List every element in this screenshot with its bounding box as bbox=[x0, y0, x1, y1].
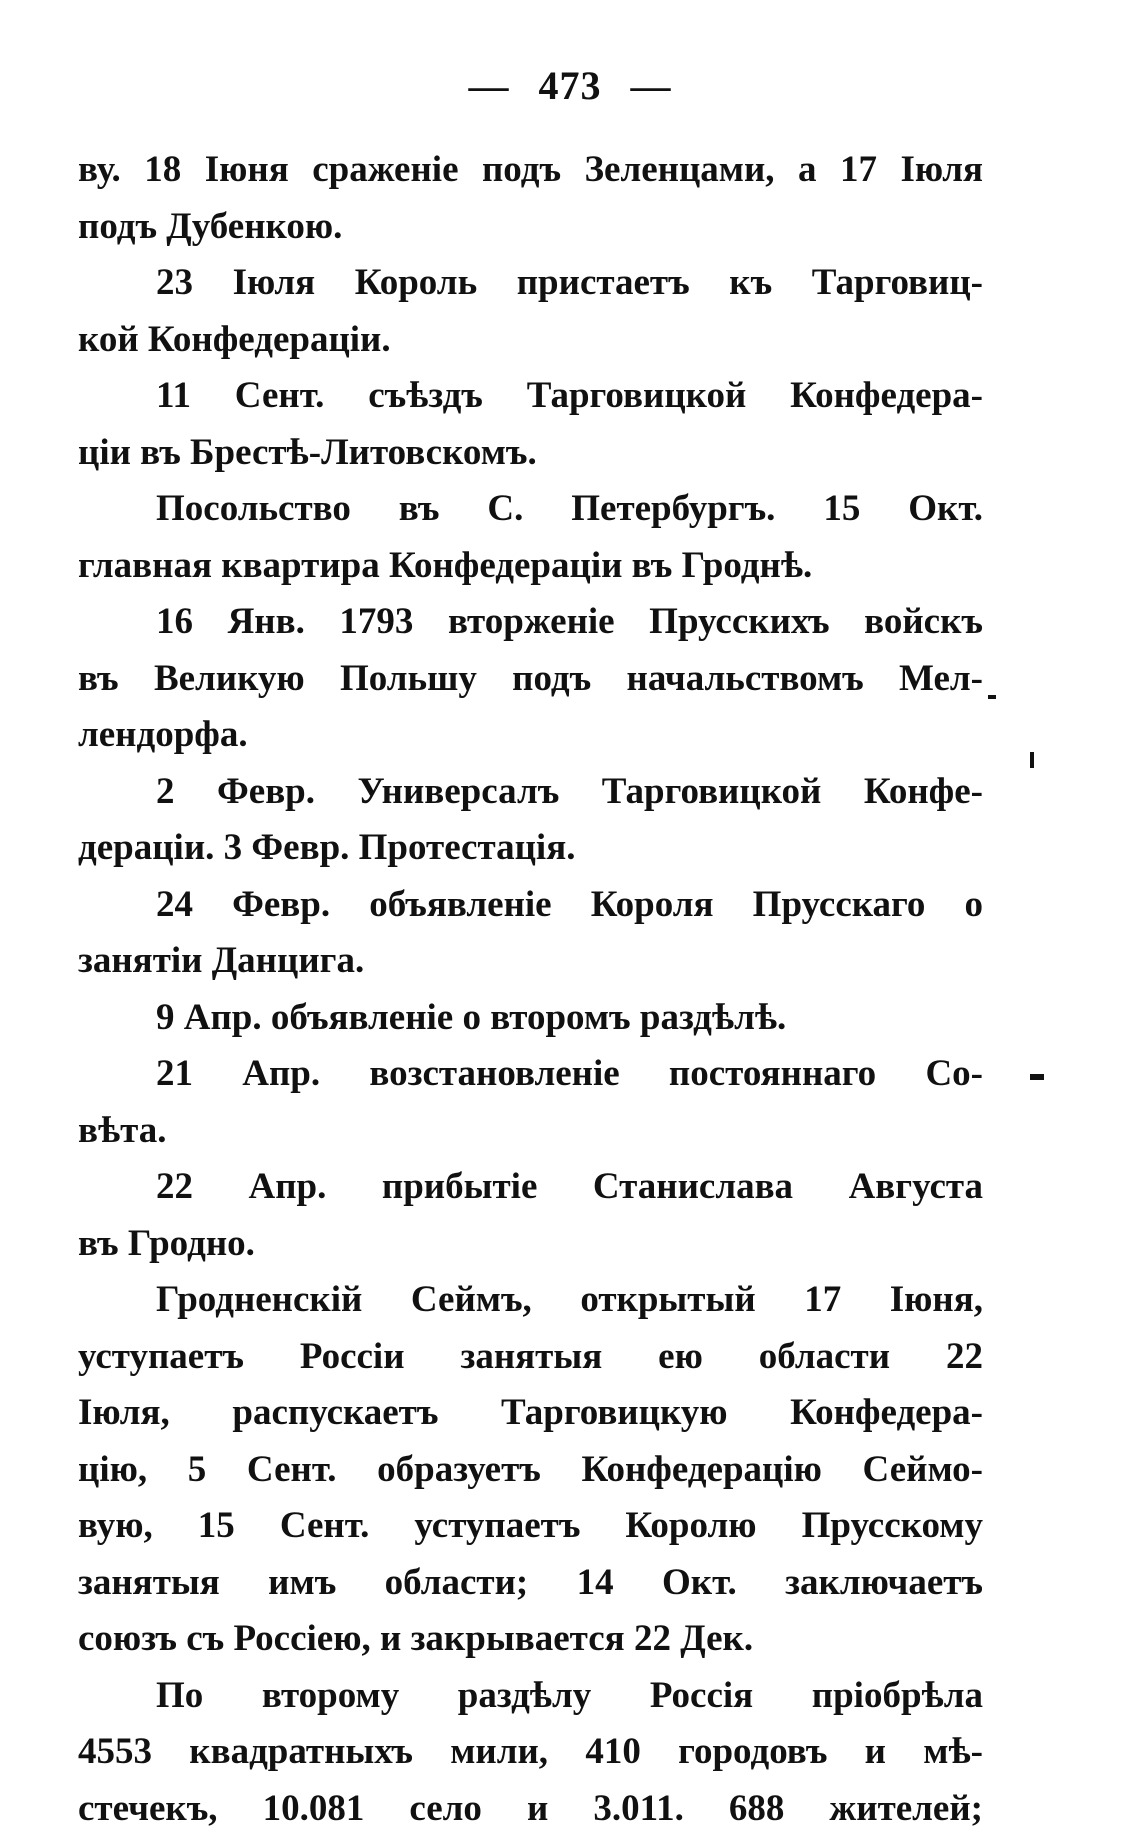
text-line: лендорфа. bbox=[78, 714, 248, 755]
text-line: 16 Янв. 1793 вторженіе Прусскихъ войскъ bbox=[156, 601, 983, 642]
text-line: 22 Апр. прибытіе Станислава Августа bbox=[156, 1166, 983, 1207]
header-dash-left: — bbox=[468, 63, 510, 108]
text-line: цію, 5 Сент. образуетъ Конфедерацію Сеймо- bbox=[78, 1448, 983, 1490]
text-line: занятіи Данцига. bbox=[78, 940, 365, 981]
text-line: дераціи. 3 Февр. Протестація. bbox=[78, 827, 576, 868]
text-line: ву. 18 Іюня сраженіе подъ Зеленцами, а 17 Іюля bbox=[78, 149, 983, 190]
text-line: занятыя имъ области; 14 Окт. заключаетъ bbox=[78, 1561, 983, 1603]
page-number: 473 bbox=[538, 63, 602, 108]
text-line: 23 Іюля Король пристаетъ къ Тарговиц- bbox=[156, 262, 983, 303]
text-line: уступаетъ Россіи занятыя ею области 22 bbox=[78, 1335, 983, 1377]
text-line: союзъ съ Россіею, и закрывается 22 Дек. bbox=[78, 1618, 754, 1659]
text-line: Гродненскій Сеймъ, открытый 17 Іюня, bbox=[156, 1279, 983, 1320]
scan-speck bbox=[1030, 1074, 1044, 1080]
text-line: главная квартира Конфедераціи въ Гроднѣ. bbox=[78, 544, 813, 586]
text-line: Посольство въ С. Петербургъ. 15 Окт. bbox=[156, 488, 983, 529]
scan-speck bbox=[988, 695, 996, 699]
text-line: вѣта. bbox=[78, 1109, 167, 1151]
scan-speck bbox=[1030, 752, 1034, 768]
text-line: Іюля, распускаетъ Тарговицкую Конфедера- bbox=[78, 1392, 983, 1433]
page-header bbox=[0, 62, 1140, 109]
body-text bbox=[78, 142, 983, 1837]
text-line: кой Конфедераціи. bbox=[78, 318, 391, 360]
text-line: По второму раздѣлу Россія пріобрѣла bbox=[156, 1674, 983, 1716]
text-line: въ Гродно. bbox=[78, 1222, 255, 1264]
header-dash-right: — bbox=[630, 63, 672, 108]
text-line: 4553 квадратныхъ мили, 410 городовъ и мѣ- bbox=[78, 1731, 983, 1772]
text-line: ціи въ Брестѣ-Литовскомъ. bbox=[78, 431, 537, 473]
text-line: подъ Дубенкою. bbox=[78, 205, 343, 247]
text-line: въ Великую Польшу подъ начальствомъ Мел- bbox=[78, 657, 983, 699]
text-line: стечекъ, 10.081 село и 3.011. 688 жителей; bbox=[78, 1787, 983, 1829]
text-line: 2 Февр. Универсалъ Тарговицкой Конфе- bbox=[156, 770, 983, 812]
text-line: 24 Февр. объявленіе Короля Прусскаго о bbox=[156, 883, 983, 925]
text-line: 9 Апр. объявленіе о второмъ раздѣлѣ. bbox=[156, 996, 787, 1038]
text-line: 21 Апр. возстановленіе постояннаго Со- bbox=[156, 1053, 983, 1094]
text-line: вую, 15 Сент. уступаетъ Королю Прусскому bbox=[78, 1505, 983, 1546]
text-line: 11 Сент. съѣздъ Тарговицкой Конфедера- bbox=[156, 375, 983, 416]
